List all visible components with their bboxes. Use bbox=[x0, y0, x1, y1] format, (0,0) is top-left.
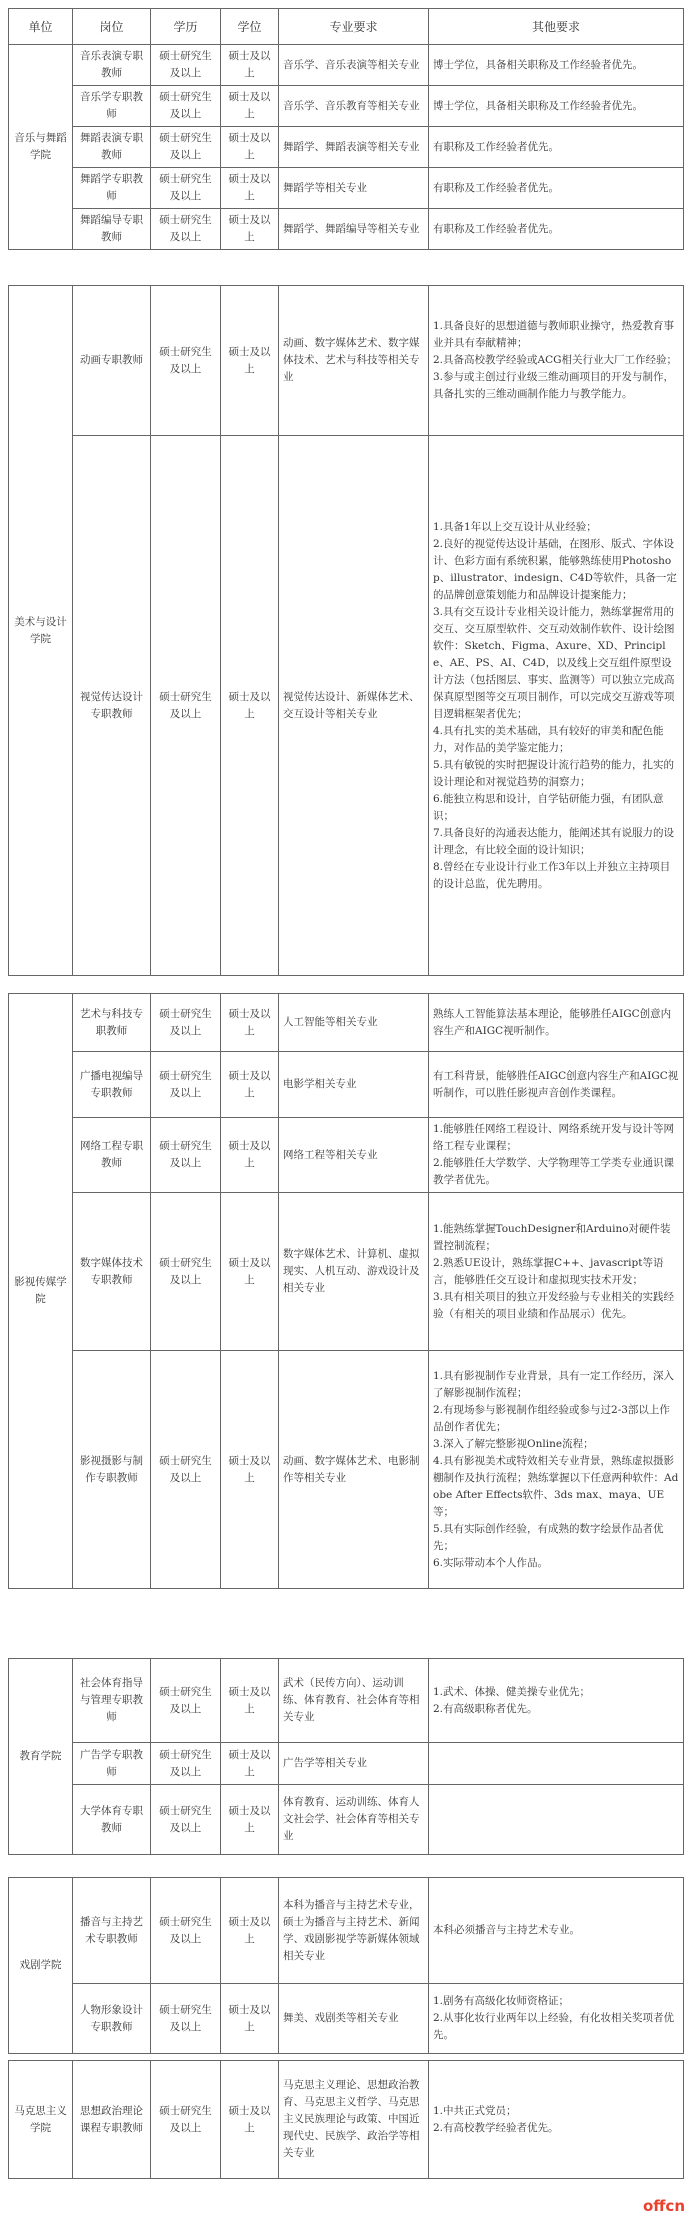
requirements-cell bbox=[429, 994, 684, 1052]
degree-cell: 硕士及以上 bbox=[221, 1878, 279, 1984]
table-header-row bbox=[9, 9, 684, 45]
degree-cell: 硕士及以上 bbox=[221, 1785, 279, 1855]
major-cell: 视觉传达设计、新媒体艺术、交互设计等相关专业 bbox=[279, 436, 429, 976]
unit-cell: 马克思主义学院 bbox=[9, 2061, 73, 2179]
requirements-cell bbox=[429, 1984, 684, 2054]
degree-cell: 硕士及以上 bbox=[221, 1052, 279, 1118]
degree-cell: 硕士及以上 bbox=[221, 2061, 279, 2179]
requirement-item: 2.从事化妆行业两年以上经验，有化妆相关奖项者优先。 bbox=[433, 2012, 675, 2041]
requirement-item: 1.武术、体操、健美操专业优先； bbox=[433, 1685, 591, 1698]
position-cell: 舞蹈表演专职教师 bbox=[73, 127, 151, 168]
requirements-cell bbox=[429, 209, 684, 250]
position-cell: 社会体育指导与管理专职教师 bbox=[73, 1659, 151, 1743]
requirements-cell bbox=[429, 436, 684, 976]
position-cell: 广播电视编导专职教师 bbox=[73, 1052, 151, 1118]
position-cell: 音乐表演专职教师 bbox=[73, 45, 151, 86]
table-row bbox=[9, 1878, 684, 1984]
degree-cell: 硕士及以上 bbox=[221, 286, 279, 436]
requirement-item: 3.参与或主创过行业级三维动画项目的开发与制作，具备扎实的三维动画制作能力与教学能力。 bbox=[433, 371, 675, 400]
unit-cell: 教育学院 bbox=[9, 1659, 73, 1855]
table-row bbox=[9, 1984, 684, 2054]
requirements-cell bbox=[429, 1878, 684, 1984]
major-cell: 舞蹈学等相关专业 bbox=[279, 168, 429, 209]
table-row bbox=[9, 2061, 684, 2179]
table-row bbox=[9, 1052, 684, 1118]
major-cell: 体育教育、运动训练、体育人文社会学、社会体育等相关专业 bbox=[279, 1785, 429, 1855]
section-table bbox=[8, 1877, 684, 2054]
major-cell: 音乐学、音乐表演等相关专业 bbox=[279, 45, 429, 86]
requirement-item: 1.中共正式党员； bbox=[433, 2104, 517, 2117]
requirement-item: 8.曾经在专业设计行业工作3年以上并独立主持项目的设计总监，优先聘用。 bbox=[433, 860, 671, 890]
table-row bbox=[9, 209, 684, 250]
degree-cell: 硕士及以上 bbox=[221, 436, 279, 976]
major-cell: 人工智能等相关专业 bbox=[279, 994, 429, 1052]
requirements-cell bbox=[429, 1351, 684, 1589]
major-cell: 马克思主义理论、思想政治教育、马克思主义哲学、马克思主义民族理论与政策、中国近现代史、民族学、政治学等相关专业 bbox=[279, 2061, 429, 2179]
degree-cell: 硕士及以上 bbox=[221, 1984, 279, 2054]
section-table bbox=[8, 8, 684, 250]
major-cell: 动画、数字媒体艺术、数字媒体技术、艺术与科技等相关专业 bbox=[279, 286, 429, 436]
position-cell: 播音与主持艺术专职教师 bbox=[73, 1878, 151, 1984]
requirement-item: 3.具有交互设计专业相关设计能力，熟练掌握常用的交互、交互原型软件、交互动效制作软件、设计绘图软件：Sketch、Figma、Axure、XD、Principle、AE、PS、AI、C4D，以及线上交互组件原型设计方法（包括图层、事实、监测等）可以独立完成高保真原型图等交互项目制作，可以完成交互游戏等项目逻辑框架者优先； bbox=[433, 605, 675, 720]
major-cell: 电影学相关专业 bbox=[279, 1052, 429, 1118]
requirements-cell bbox=[429, 1193, 684, 1351]
header-other: 其他要求 bbox=[429, 9, 684, 45]
position-cell: 舞蹈编导专职教师 bbox=[73, 209, 151, 250]
requirements-cell bbox=[429, 286, 684, 436]
header-position: 岗位 bbox=[73, 9, 151, 45]
education-cell: 硕士研究生及以上 bbox=[151, 994, 221, 1052]
table-row bbox=[9, 1659, 684, 1743]
requirements-cell bbox=[429, 45, 684, 86]
major-cell: 舞蹈学、舞蹈表演等相关专业 bbox=[279, 127, 429, 168]
requirement-item: 5.具有实际创作经验，有成熟的数字绘景作品者优先； bbox=[433, 1522, 664, 1552]
table-row bbox=[9, 436, 684, 976]
degree-cell: 硕士及以上 bbox=[221, 1743, 279, 1785]
major-cell: 舞美、戏剧类等相关专业 bbox=[279, 1984, 429, 2054]
table-row bbox=[9, 1193, 684, 1351]
requirement-item: 本科必须播音与主持艺术专业。 bbox=[433, 1924, 580, 1936]
requirements-cell bbox=[429, 1659, 684, 1743]
table-row bbox=[9, 86, 684, 127]
requirement-item: 3.深入了解完整影视Online流程； bbox=[433, 1437, 594, 1450]
requirement-item: 有职称及工作经验者优先。 bbox=[433, 222, 559, 235]
table-row bbox=[9, 1351, 684, 1589]
requirement-item: 2.熟悉UE设计，熟练掌握C++、javascript等语言，能够胜任交互设计和虚拟现实技术开发； bbox=[433, 1256, 664, 1286]
requirement-item: 1.具备良好的思想道德与教师职业操守，热爱教育事业并具有奉献精神； bbox=[433, 320, 675, 349]
major-cell: 广告学等相关专业 bbox=[279, 1743, 429, 1785]
degree-cell: 硕士及以上 bbox=[221, 209, 279, 250]
table-row bbox=[9, 1743, 684, 1785]
major-cell: 数字媒体艺术、计算机、虚拟现实、人机互动、游戏设计及相关专业 bbox=[279, 1193, 429, 1351]
requirement-item: 2.有高校教学经验者优先。 bbox=[433, 2121, 559, 2134]
requirements-cell bbox=[429, 86, 684, 127]
position-cell: 大学体育专职教师 bbox=[73, 1785, 151, 1855]
education-cell: 硕士研究生及以上 bbox=[151, 1052, 221, 1118]
position-cell: 广告学专职教师 bbox=[73, 1743, 151, 1785]
requirements-cell bbox=[429, 2061, 684, 2179]
section-table bbox=[8, 2060, 684, 2179]
education-cell: 硕士研究生及以上 bbox=[151, 2061, 221, 2179]
position-cell: 视觉传达设计专职教师 bbox=[73, 436, 151, 976]
position-cell: 动画专职教师 bbox=[73, 286, 151, 436]
requirement-item: 博士学位，具备相关职称及工作经验者优先。 bbox=[433, 58, 643, 71]
requirement-item: 有工科背景，能够胜任AIGC创意内容生产和AIGC视听制作，可以胜任影视声音创作类课程。 bbox=[433, 1069, 679, 1099]
requirements-cell bbox=[429, 1052, 684, 1118]
degree-cell: 硕士及以上 bbox=[221, 1351, 279, 1589]
education-cell: 硕士研究生及以上 bbox=[151, 1193, 221, 1351]
education-cell: 硕士研究生及以上 bbox=[151, 127, 221, 168]
requirement-item: 2.良好的视觉传达设计基础，在图形、版式、字体设计、色彩方面有系统积累，能够熟练使用Photoshop、illustrator、indesign、C4D等软件，具备一定的品牌创意策划能力和品牌设计提案能力； bbox=[433, 537, 677, 601]
header-major: 专业要求 bbox=[279, 9, 429, 45]
requirement-item: 1.剧务有高级化妆师资格证； bbox=[433, 1995, 570, 2007]
degree-cell: 硕士及以上 bbox=[221, 1193, 279, 1351]
requirement-item: 1.能熟练掌握TouchDesigner和Arduino对硬件装置控制流程； bbox=[433, 1222, 671, 1252]
requirement-item: 有职称及工作经验者优先。 bbox=[433, 181, 559, 194]
education-cell: 硕士研究生及以上 bbox=[151, 1659, 221, 1743]
education-cell: 硕士研究生及以上 bbox=[151, 1984, 221, 2054]
header-education: 学历 bbox=[151, 9, 221, 45]
education-cell: 硕士研究生及以上 bbox=[151, 86, 221, 127]
position-cell: 影视摄影与制作专职教师 bbox=[73, 1351, 151, 1589]
degree-cell: 硕士及以上 bbox=[221, 1118, 279, 1193]
requirement-item: 1.能够胜任网络工程设计、网络系统开发与设计等网络工程专业课程； bbox=[433, 1123, 675, 1152]
degree-cell: 硕士及以上 bbox=[221, 127, 279, 168]
requirements-cell bbox=[429, 127, 684, 168]
unit-cell: 音乐与舞蹈学院 bbox=[9, 45, 73, 250]
major-cell: 本科为播音与主持艺术专业，硕士为播音与主持艺术、新闻学、戏剧影视学等新媒体领域相关专业 bbox=[279, 1878, 429, 1984]
degree-cell: 硕士及以上 bbox=[221, 994, 279, 1052]
degree-cell: 硕士及以上 bbox=[221, 86, 279, 127]
education-cell: 硕士研究生及以上 bbox=[151, 1743, 221, 1785]
requirement-item: 7.具备良好的沟通表达能力，能阐述其有说服力的设计理念，有比较全面的设计知识； bbox=[433, 826, 675, 856]
unit-cell: 美术与设计学院 bbox=[9, 286, 73, 976]
header-degree: 学位 bbox=[221, 9, 279, 45]
requirements-cell bbox=[429, 1743, 684, 1785]
unit-cell: 影视传媒学院 bbox=[9, 994, 73, 1589]
requirement-item: 博士学位，具备相关职称及工作经验者优先。 bbox=[433, 99, 643, 112]
education-cell: 硕士研究生及以上 bbox=[151, 1878, 221, 1984]
education-cell: 硕士研究生及以上 bbox=[151, 1351, 221, 1589]
position-cell: 数字媒体技术专职教师 bbox=[73, 1193, 151, 1351]
degree-cell: 硕士及以上 bbox=[221, 168, 279, 209]
requirement-item: 2.能够胜任大学数学、大学物理等工学类专业通识课教学者优先。 bbox=[433, 1157, 675, 1186]
education-cell: 硕士研究生及以上 bbox=[151, 1118, 221, 1193]
table-row bbox=[9, 45, 684, 86]
degree-cell: 硕士及以上 bbox=[221, 45, 279, 86]
requirement-item: 4.具有影视美术或特效相关专业背景，熟练虚拟摄影棚制作及执行流程；熟练掌握以下任意两种软件：Adobe After Effects软件、3ds max、maya、UE等； bbox=[433, 1454, 679, 1518]
position-cell: 思想政治理论课程专职教师 bbox=[73, 2061, 151, 2179]
education-cell: 硕士研究生及以上 bbox=[151, 45, 221, 86]
position-cell: 网络工程专职教师 bbox=[73, 1118, 151, 1193]
requirement-item: 6.实际带动本个人作品。 bbox=[433, 1556, 549, 1569]
major-cell: 舞蹈学、舞蹈编导等相关专业 bbox=[279, 209, 429, 250]
education-cell: 硕士研究生及以上 bbox=[151, 209, 221, 250]
requirement-item: 熟练人工智能算法基本理论，能够胜任AIGC创意内容生产和AIGC视听制作。 bbox=[433, 1007, 672, 1037]
position-cell: 音乐学专职教师 bbox=[73, 86, 151, 127]
requirement-item: 2.有高级职称者优先。 bbox=[433, 1702, 538, 1715]
major-cell: 网络工程等相关专业 bbox=[279, 1118, 429, 1193]
table-row bbox=[9, 994, 684, 1052]
section-table bbox=[8, 285, 684, 976]
section-table bbox=[8, 993, 684, 1589]
position-cell: 舞蹈学专职教师 bbox=[73, 168, 151, 209]
degree-cell: 硕士及以上 bbox=[221, 1659, 279, 1743]
section-table bbox=[8, 1658, 684, 1855]
major-cell: 音乐学、音乐教育等相关专业 bbox=[279, 86, 429, 127]
table-row bbox=[9, 1785, 684, 1855]
table-row bbox=[9, 286, 684, 436]
requirement-item: 2.具备高校教学经验或ACG相关行业大厂工作经验； bbox=[433, 354, 678, 366]
requirements-cell bbox=[429, 1118, 684, 1193]
major-cell: 武术（民传方向）、运动训练、体育教育、社会体育等相关专业 bbox=[279, 1659, 429, 1743]
offcn-watermark: offcn bbox=[642, 2197, 685, 2215]
requirement-item: 1.具有影视制作专业背景，具有一定工作经历，深入了解影视制作流程； bbox=[433, 1369, 675, 1399]
unit-cell: 戏剧学院 bbox=[9, 1878, 73, 2054]
requirement-item: 1.具备1年以上交互设计从业经验； bbox=[433, 520, 597, 533]
table-row bbox=[9, 168, 684, 209]
education-cell: 硕士研究生及以上 bbox=[151, 1785, 221, 1855]
education-cell: 硕士研究生及以上 bbox=[151, 436, 221, 976]
requirement-item: 有职称及工作经验者优先。 bbox=[433, 140, 559, 153]
major-cell: 动画、数字媒体艺术、电影制作等相关专业 bbox=[279, 1351, 429, 1589]
requirement-item: 6.能独立构思和设计，自学钻研能力强，有团队意识； bbox=[433, 792, 664, 822]
requirement-item: 3.具有相关项目的独立开发经验与专业相关的实践经验（有相关的项目业绩和作品展示）优先。 bbox=[433, 1290, 675, 1320]
position-cell: 艺术与科技专职教师 bbox=[73, 994, 151, 1052]
requirement-item: 5.具有敏锐的实时把握设计流行趋势的能力，扎实的设计理论和对视觉趋势的洞察力； bbox=[433, 758, 675, 788]
education-cell: 硕士研究生及以上 bbox=[151, 286, 221, 436]
table-row bbox=[9, 1118, 684, 1193]
education-cell: 硕士研究生及以上 bbox=[151, 168, 221, 209]
position-cell: 人物形象设计专职教师 bbox=[73, 1984, 151, 2054]
requirements-cell bbox=[429, 168, 684, 209]
header-unit: 单位 bbox=[9, 9, 73, 45]
requirement-item: 2.有现场参与影视制作组经验或参与过2-3部以上作品创作者优先； bbox=[433, 1403, 670, 1433]
table-row bbox=[9, 127, 684, 168]
requirement-item: 4.具有扎实的美术基础，具有较好的审美和配色能力，对作品的美学鉴定能力； bbox=[433, 724, 664, 754]
requirements-cell bbox=[429, 1785, 684, 1855]
